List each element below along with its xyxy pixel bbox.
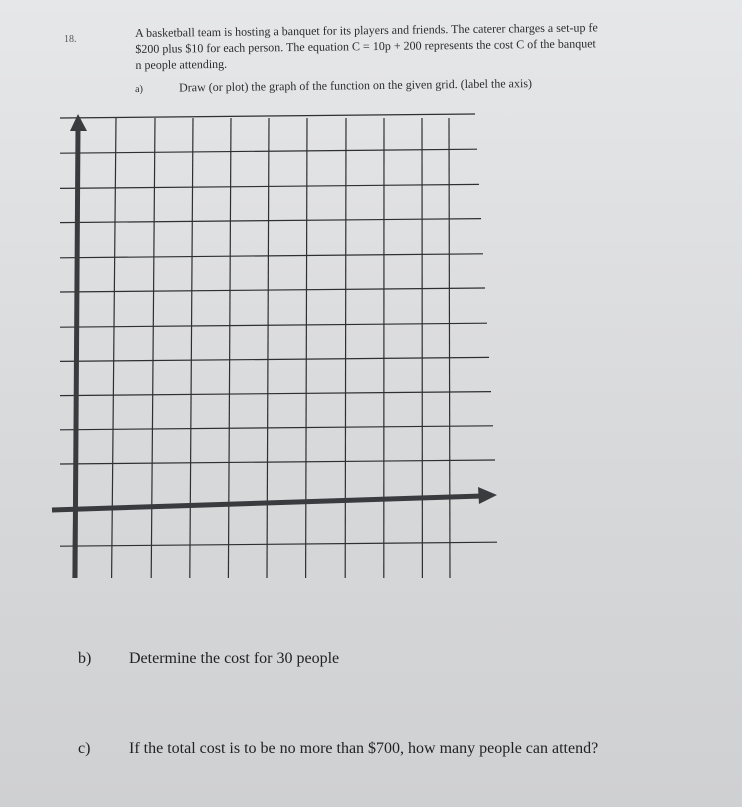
- grid-horizontal-line: [60, 426, 493, 430]
- grid-horizontal-line: [60, 542, 497, 546]
- grid-vertical-line: [449, 118, 450, 578]
- x-axis-arrow-icon: [478, 487, 497, 504]
- grid-horizontal-line: [60, 323, 487, 327]
- grid-vertical-line: [306, 118, 307, 578]
- problem-line-3: n people attending.: [135, 56, 228, 72]
- part-b: [78, 650, 339, 668]
- axes: [52, 114, 497, 578]
- grid-horizontal-line: [60, 219, 481, 223]
- grid-horizontal-line: [60, 288, 485, 292]
- part-c-label: c): [78, 740, 91, 757]
- grid-vertical-line: [345, 118, 346, 578]
- problem-line-2: $200 plus $10 for each person. The equation C = 10p + 200 represents the cost C of the banquet: [135, 36, 596, 56]
- part-a-label: a): [135, 83, 143, 95]
- grid-horizontal-line: [60, 357, 489, 361]
- y-axis-arrow-icon: [70, 114, 87, 131]
- question-number: 18.: [64, 34, 77, 45]
- problem-line-1: A basketball team is hosting a banquet for its players and friends. The caterer charges a set-up fe: [135, 20, 598, 40]
- part-a-text: Draw (or plot) the graph of the function on the given grid. (label the axis): [178, 76, 533, 95]
- grid-horizontal-line: [60, 392, 491, 396]
- grid-horizontal-line: [60, 114, 475, 118]
- grid-horizontal-line: [60, 184, 479, 188]
- part-c-text: If the total cost is to be no more than $700, how many people can attend?: [129, 740, 599, 757]
- part-b-text: Determine the cost for 30 people: [129, 650, 340, 667]
- grid-horizontal-line: [60, 460, 495, 464]
- part-c: [78, 740, 598, 758]
- part-b-label: b): [78, 650, 92, 667]
- grid-horizontal-line: [60, 254, 483, 258]
